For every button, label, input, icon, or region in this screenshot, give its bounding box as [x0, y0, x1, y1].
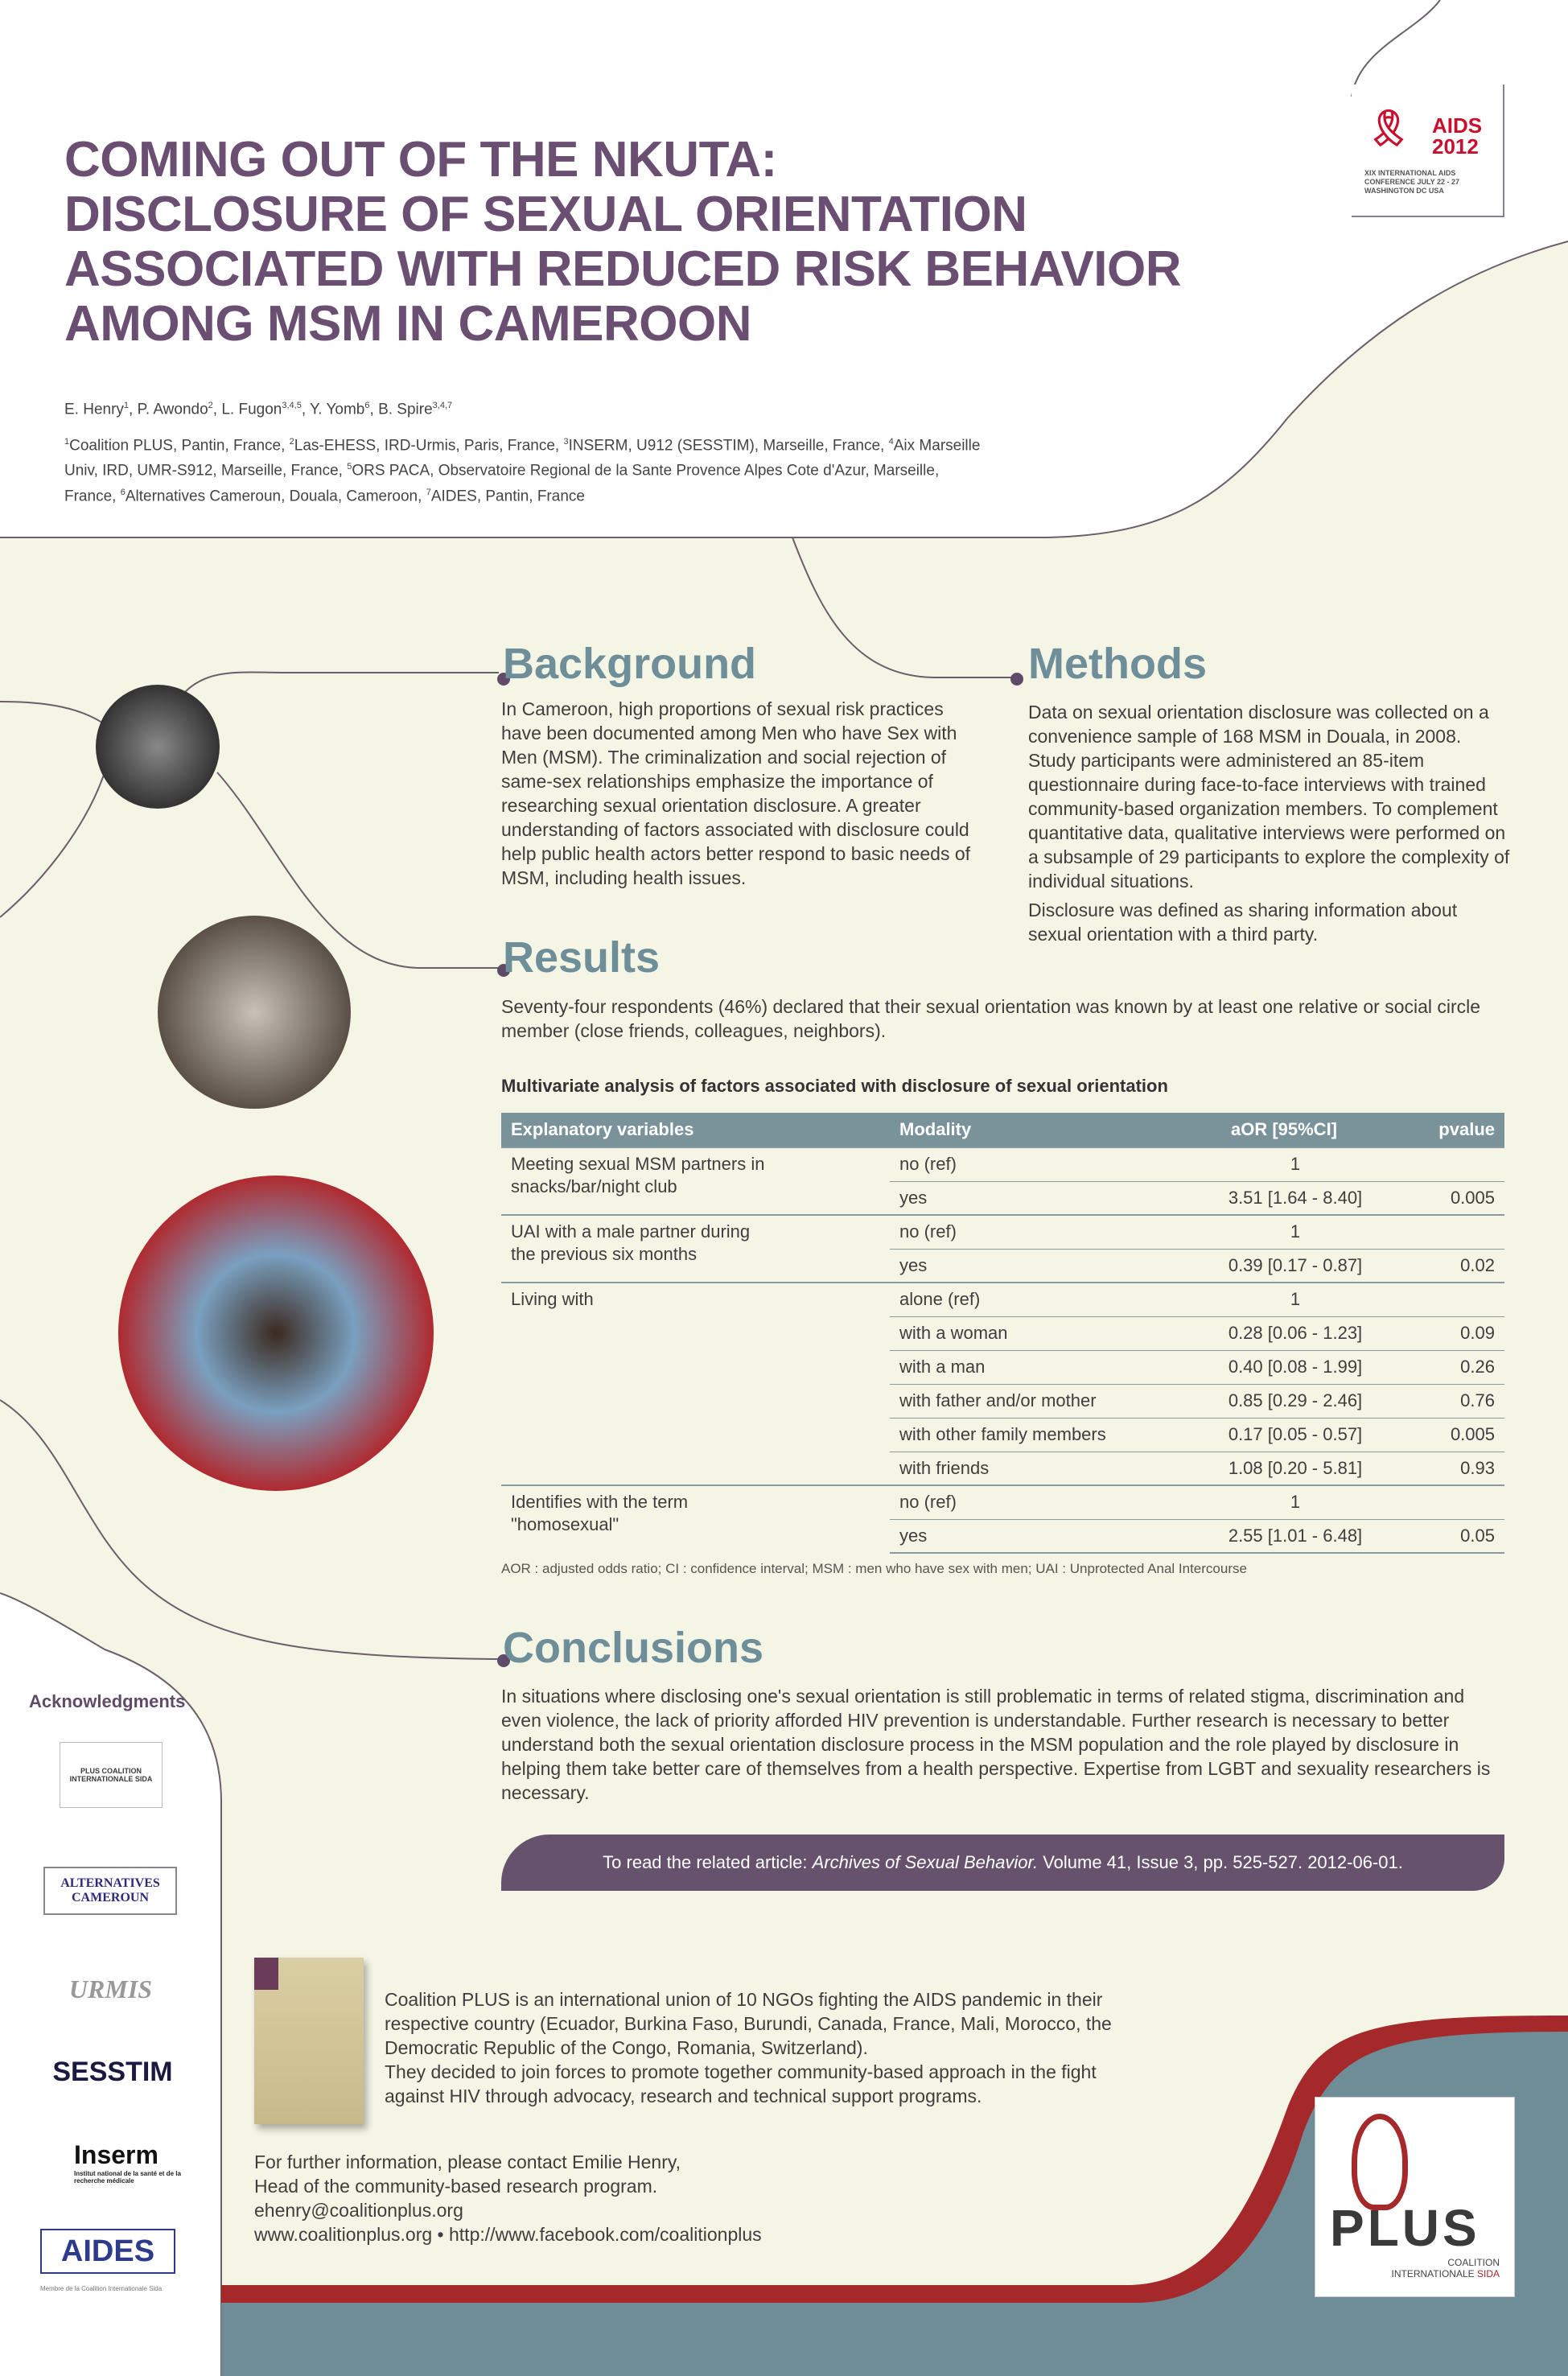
- pvalue-cell: [1389, 1215, 1504, 1249]
- modality-cell: no (ref): [890, 1147, 1179, 1181]
- pvalue-cell: 0.005: [1389, 1181, 1504, 1215]
- modality-cell: no (ref): [890, 1215, 1179, 1249]
- table-row: [501, 1147, 1504, 1181]
- column-header: pvalue: [1389, 1113, 1504, 1147]
- modality-cell: yes: [890, 1249, 1179, 1283]
- aor-cell: 0.40 [0.08 - 1.99]: [1179, 1350, 1389, 1384]
- modality-cell: with friends: [890, 1452, 1179, 1485]
- results-heading: Results: [503, 933, 661, 982]
- contact-info: For further information, please contact Emilie Henry, Head of the community-based research program. ehenry@coalitionplus.org www.coalitionplus.org • http://www.facebook.com/coalitionplus: [254, 2152, 762, 2245]
- aides-member-text: Membre de la Coalition Internationale Sida: [40, 2285, 163, 2292]
- affiliation: Aix Marseille Univ, IRD, UMR-S912, Marseille, France,: [64, 437, 981, 480]
- coalition-text: Coalition PLUS is an international union of 10 NGOs fighting the AIDS pandemic in their respective country (Ecuador, Burkina Faso, Burundi, Canada, France, Mali, Morocco, the Democratic Republic of the Congo, Romania, Switzerland). They decided to join forces to promote together community-based approach in the fight against HIV through advocacy, research and technical support programs.: [385, 1989, 1112, 2106]
- pvalue-cell: [1389, 1485, 1504, 1519]
- aids-2012-logo: 🎗 AIDS 2012 XIX INTERNATIONAL AIDS CONFERENCE JULY 22 - 27 WASHINGTON DC USA: [1352, 84, 1504, 217]
- modality-cell: yes: [890, 1181, 1179, 1215]
- modality-cell: yes: [890, 1519, 1179, 1553]
- pvalue-cell: 0.09: [1389, 1316, 1504, 1350]
- modality-cell: with a man: [890, 1350, 1179, 1384]
- authors: E. Henry$^1$, P. Awondo$^2$, L. Fugon$^{3,4,5}$, Y. Yomb$^6$, B. Spire$^{3,4,7}$: [64, 401, 453, 418]
- logo-aides: AIDES: [40, 2229, 175, 2274]
- report-cover-image: [254, 1958, 364, 2124]
- pvalue-cell: [1389, 1147, 1504, 1181]
- bullet-dot: [1010, 673, 1023, 686]
- background-text: In Cameroon, high proportions of sexual risk practices have been documented among Men who have Sex with Men (MSM). The criminalization and social rejection of same-sex relationships emphasize the importance of researching sexual orientation disclosure. A greater understanding of factors associated with disclosure could help public health actors better respond to basic needs of MSM, including health issues.: [501, 698, 971, 888]
- modality-cell: with other family members: [890, 1418, 1179, 1452]
- logo-alternatives-cameroun: ALTERNATIVES CAMEROUN: [43, 1867, 177, 1915]
- conclusions-text: In situations where disclosing one's sexual orientation is still problematic in terms of related stigma, discrimination and even violence, the lack of priority afforded HIV prevention is understandable. Further research is necessary to better understand both the sexual orientation disclosure process in the MSM population and the role played by disclosure in helping them take better care of themselves from a health perspective. Expertise from LGBT and sexuality researchers is necessary.: [501, 1686, 1491, 1803]
- affiliation: Las-EHESS, IRD-Urmis, Paris, France,: [294, 437, 564, 455]
- email-link[interactable]: ehenry@coalitionplus.org: [254, 2200, 463, 2221]
- aor-cell: 1.08 [0.20 - 5.81]: [1179, 1452, 1389, 1485]
- aor-cell: 0.28 [0.06 - 1.23]: [1179, 1316, 1389, 1350]
- pvalue-cell: 0.26: [1389, 1350, 1504, 1384]
- aor-cell: 1: [1179, 1485, 1389, 1519]
- table-row: [501, 1215, 1504, 1249]
- affiliation: AIDES, Pantin, France: [430, 487, 585, 504]
- acknowledgments-heading: Acknowledgments: [29, 1691, 186, 1711]
- column-header: Explanatory variables: [501, 1113, 890, 1147]
- affiliation: INSERM, U912 (SESSTIM), Marseille, France,: [568, 437, 889, 455]
- variable-cell: Meeting sexual MSM partners in snacks/bar/night club: [501, 1147, 890, 1215]
- related-article-banner[interactable]: To read the related article: Archives of Sexual Behavior. Volume 41, Issue 3, pp. 525-527. 2012-06-01.: [501, 1835, 1504, 1891]
- methods-text: Data on sexual orientation disclosure was collected on a convenience sample of 168 MSM in Douala, in 2008. Study participants were administered an 85-item questionnaire during face-to-face interviews with trained community-based organization members. To complement quantitative data, qualitative interviews were performed on a subsample of 29 participants to explore the complexity of individual situations. Disclosure was defined as sharing information about sexual orientation with a third party.: [1028, 702, 1510, 945]
- variable-cell: Living with: [501, 1283, 890, 1485]
- coalition-plus-logo: PLUS COALITION INTERNATIONALE SIDA: [1315, 2097, 1515, 2297]
- table-footnote: AOR : adjusted odds ratio; CI : confidence interval; MSM : men who have sex with men; UAI : Unprotected Anal Intercourse: [501, 1561, 1247, 1576]
- table-row: [501, 1485, 1504, 1519]
- pvalue-cell: 0.93: [1389, 1452, 1504, 1485]
- author: B. Spire: [378, 401, 433, 418]
- modality-cell: with father and/or mother: [890, 1384, 1179, 1418]
- website-links[interactable]: www.coalitionplus.org • http://www.facebook.com/coalitionplus: [254, 2224, 762, 2245]
- aor-cell: 3.51 [1.64 - 8.40]: [1179, 1181, 1389, 1215]
- variable-cell: Identifies with the term "homosexual": [501, 1485, 890, 1553]
- aor-cell: 0.39 [0.17 - 0.87]: [1179, 1249, 1389, 1283]
- table-title: Multivariate analysis of factors associated with disclosure of sexual orientation: [501, 1076, 1168, 1096]
- aor-cell: 1: [1179, 1147, 1389, 1181]
- author: Y. Yomb: [310, 401, 365, 418]
- ribbon-icon: [1352, 2114, 1408, 2210]
- modality-cell: no (ref): [890, 1485, 1179, 1519]
- results-table: [501, 1113, 1504, 1554]
- methods-heading: Methods: [1028, 640, 1207, 688]
- modality-cell: with a woman: [890, 1316, 1179, 1350]
- logo-inserm: Inserm Institut national de la santé et de la recherche médicale: [74, 2140, 181, 2185]
- logo-urmis: URMIS: [68, 1975, 153, 2003]
- pvalue-cell: 0.005: [1389, 1418, 1504, 1452]
- column-header: aOR [95%CI]: [1179, 1113, 1389, 1147]
- pvalue-cell: 0.05: [1389, 1519, 1504, 1553]
- variable-cell: UAI with a male partner during the previous six months: [501, 1215, 890, 1283]
- affiliations: $^1$Coalition PLUS, Pantin, France, $^2$Las-EHESS, IRD-Urmis, Paris, France, $^3$INSERM, U912 (SESSTIM), Marseille, France, $^4$Aix Marseille Univ, IRD, UMR-S912, Marseille, France, $^5$ORS PACA, Observatoire Regional de la Sante Provence Alpes Cote d'Azur, Marseille, France, $^6$Alternatives Cameroun, Douala, Cameroon, $^7$AIDES, Pantin, France: [64, 437, 981, 504]
- logo-coalition-plus: PLUS COALITION INTERNATIONALE SIDA: [60, 1742, 163, 1808]
- author: L. Fugon: [221, 401, 282, 418]
- affiliation: ORS PACA, Observatoire Regional de la Sante Provence Alpes Cote d'Azur, Marseille, France,: [64, 462, 940, 504]
- pvalue-cell: 0.02: [1389, 1249, 1504, 1283]
- aor-cell: 1: [1179, 1283, 1389, 1316]
- conclusions-heading: Conclusions: [503, 1624, 764, 1672]
- photo-crowd: [96, 685, 220, 809]
- results-text: Seventy-four respondents (46%) declared that their sexual orientation was known by at least one relative or social circle member (close friends, colleagues, neighbors).: [501, 996, 1481, 1041]
- table-row: [501, 1283, 1504, 1316]
- poster-title: COMING OUT OF THE NKUTA: DISCLOSURE OF SEXUAL ORIENTATION ASSOCIATED WITH REDUCED RISK BEHAVIOR AMONG MSM IN CAMEROON: [64, 132, 1182, 352]
- affiliation: Coalition PLUS, Pantin, France,: [69, 437, 290, 455]
- logo-sesstim: SESSTIM: [52, 2056, 173, 2087]
- pvalue-cell: 0.76: [1389, 1384, 1504, 1418]
- affiliation: Alternatives Cameroun, Douala, Cameroon,: [125, 487, 426, 504]
- aor-cell: 0.17 [0.05 - 0.57]: [1179, 1418, 1389, 1452]
- column-header: Modality: [890, 1113, 1179, 1147]
- photo-man-with-scarf: [158, 916, 351, 1109]
- aor-cell: 2.55 [1.01 - 6.48]: [1179, 1519, 1389, 1553]
- pvalue-cell: [1389, 1283, 1504, 1316]
- aor-cell: 0.85 [0.29 - 2.46]: [1179, 1384, 1389, 1418]
- aor-cell: 1: [1179, 1215, 1389, 1249]
- modality-cell: alone (ref): [890, 1283, 1179, 1316]
- author: P. Awondo: [137, 401, 208, 418]
- author: E. Henry: [64, 401, 124, 418]
- photo-smiling-man: [118, 1176, 434, 1491]
- background-heading: Background: [503, 640, 757, 688]
